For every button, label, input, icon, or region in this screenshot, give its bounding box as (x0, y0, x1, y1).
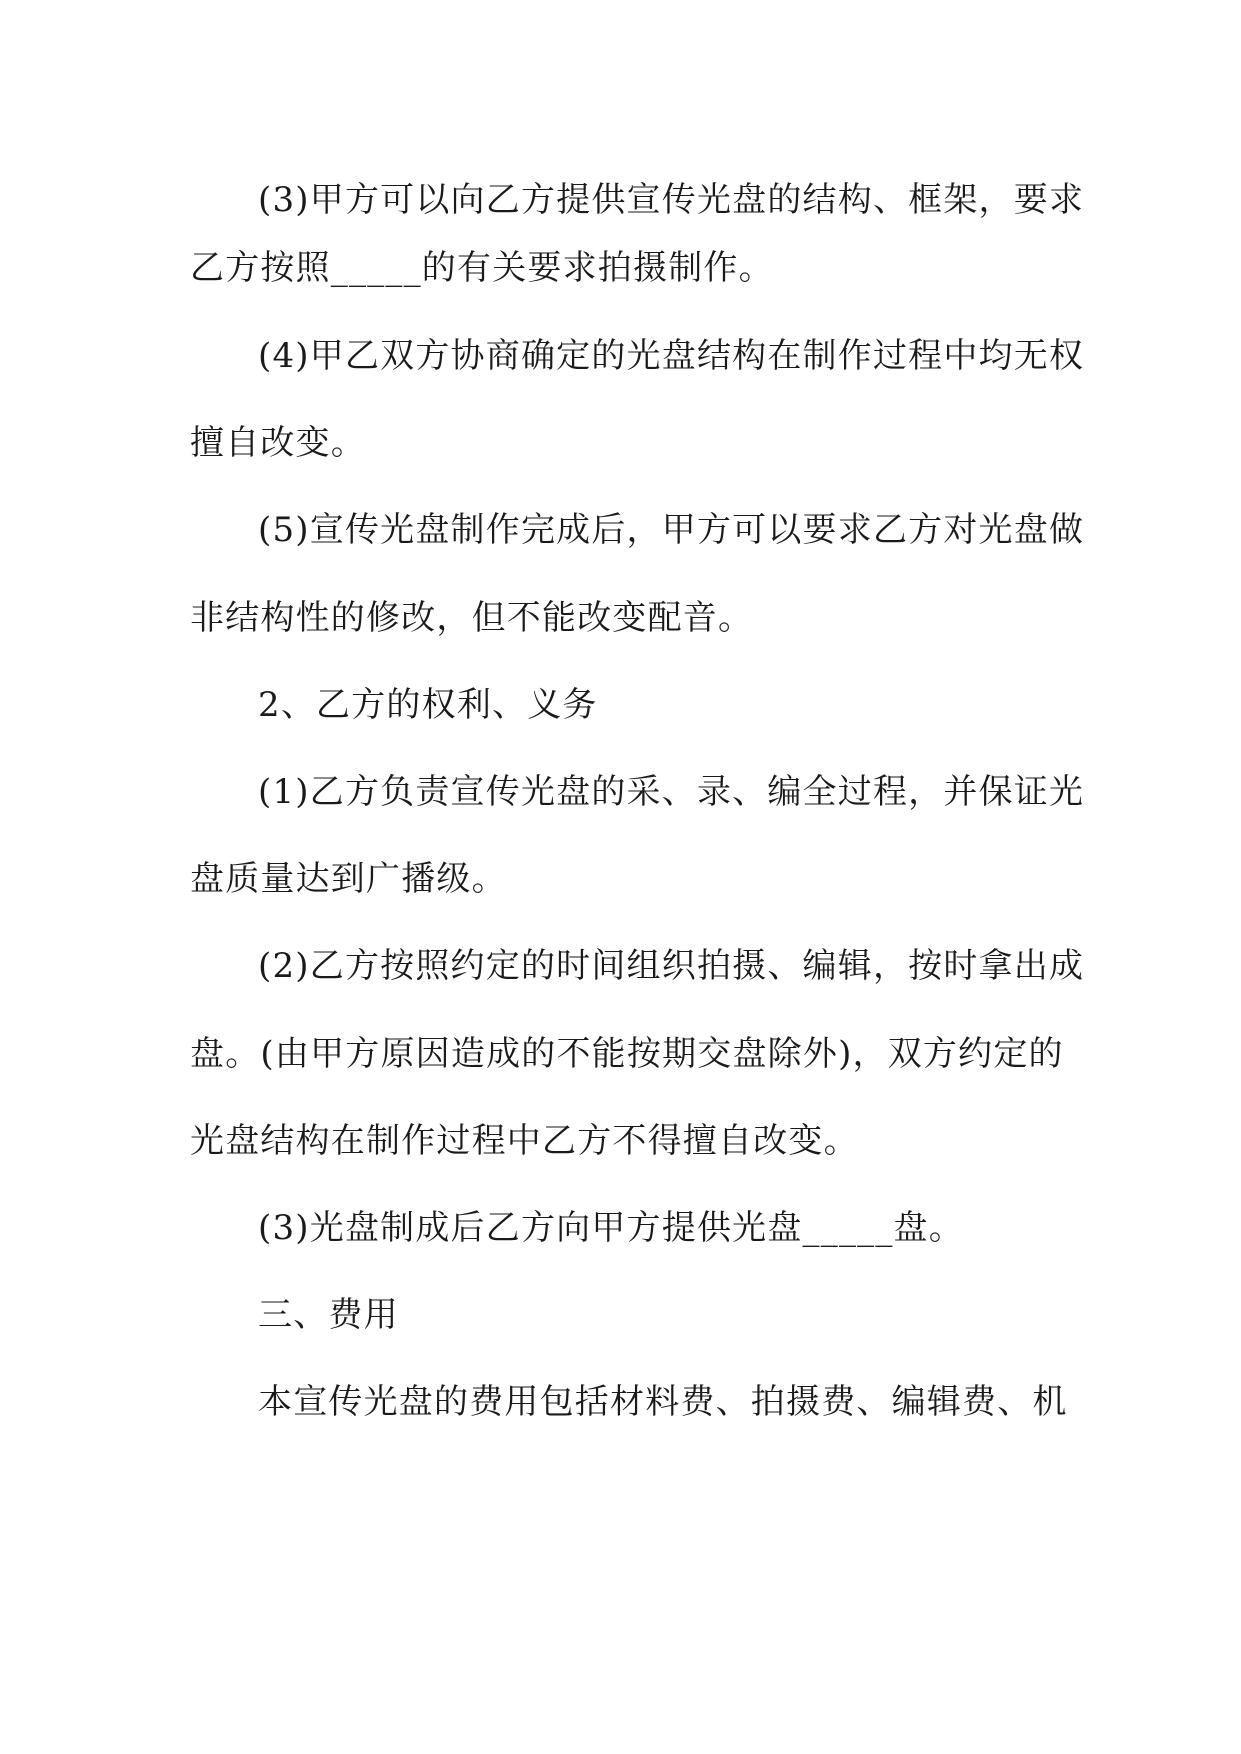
paragraph-line: 盘。(由甲方原因造成的不能按期交盘除外)，双方约定的 (190, 1034, 1064, 1074)
paragraph-line: (3)甲方可以向乙方提供宣传光盘的结构、框架，要求 (258, 180, 1085, 220)
paragraph-line: 擅自改变。 (190, 423, 366, 463)
paragraph-line: (5)宣传光盘制作完成后，甲方可以要求乙方对光盘做 (258, 510, 1085, 550)
paragraph-line: (1)乙方负责宣传光盘的采、录、编全过程，并保证光 (258, 772, 1085, 812)
paragraph-line: (4)甲乙双方协商确定的光盘结构在制作过程中均无权 (258, 336, 1085, 376)
paragraph-line: (3)光盘制成后乙方向甲方提供光盘_____盘。 (258, 1208, 964, 1248)
paragraph-line: 光盘结构在制作过程中乙方不得擅自改变。 (190, 1121, 859, 1161)
paragraph-line: 盘质量达到广播级。 (190, 859, 507, 899)
paragraph-line: (2)乙方按照约定的时间组织拍摄、编辑，按时拿出成 (258, 946, 1085, 986)
paragraph-line: 非结构性的修改，但不能改变配音。 (190, 598, 754, 638)
paragraph-line: 乙方按照_____的有关要求拍摄制作。 (190, 248, 774, 288)
section-heading: 三、费用 (258, 1295, 399, 1335)
paragraph-line: 本宣传光盘的费用包括材料费、拍摄费、编辑费、机 (258, 1382, 1068, 1422)
section-heading: 2、乙方的权利、义务 (258, 685, 598, 725)
